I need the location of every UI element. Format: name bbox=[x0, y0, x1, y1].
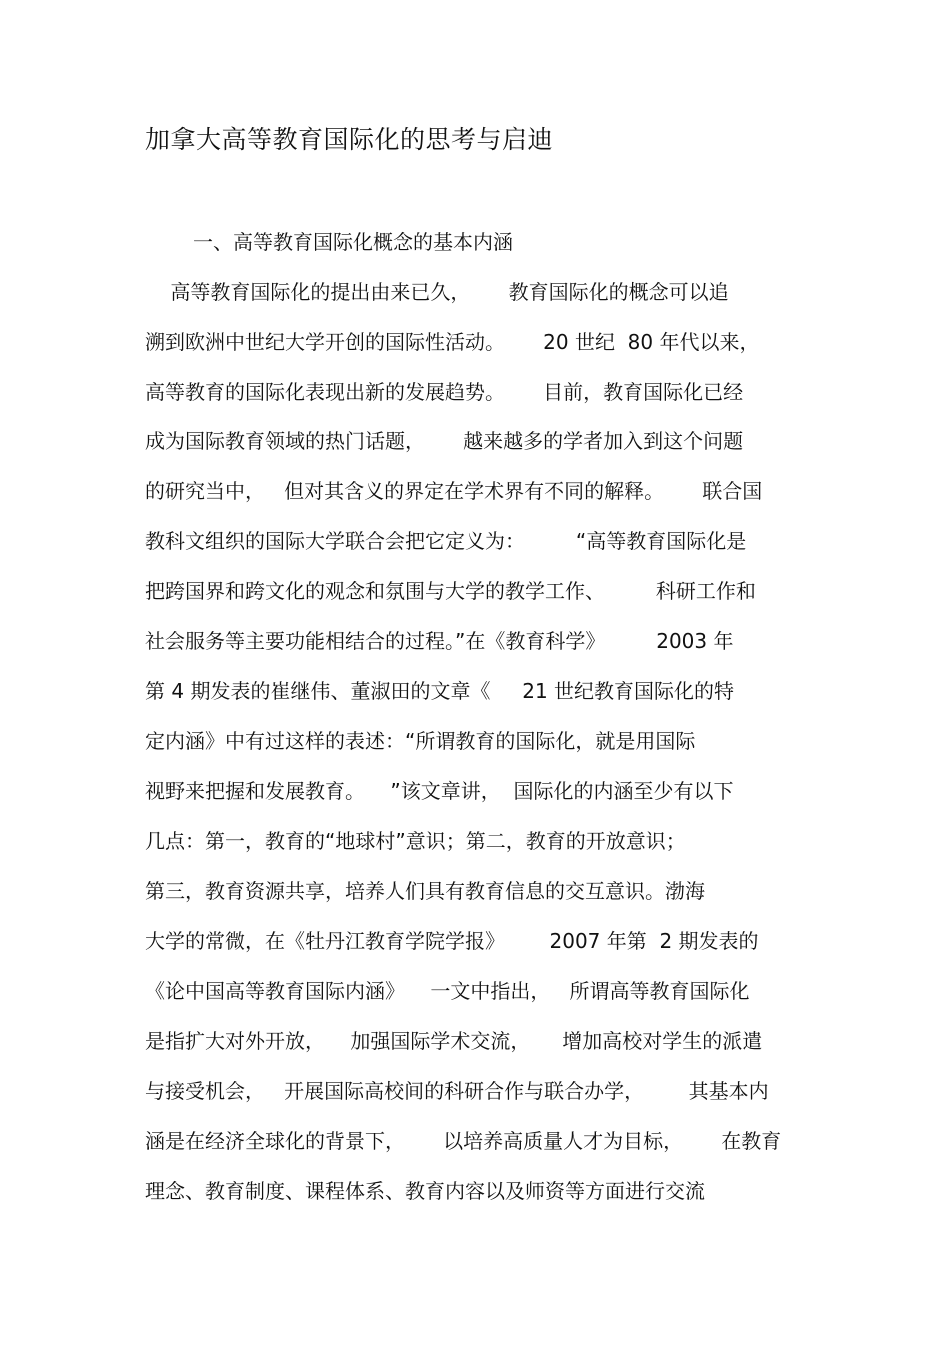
paragraph-line: 高等教育的国际化表现出新的发展趋势。 目前，教育国际化已经 bbox=[145, 380, 744, 404]
paragraph-line: 的研究当中， 但对其含义的界定在学术界有不同的解释。 联合国 bbox=[145, 479, 763, 503]
section-heading: 一、高等教育国际化概念的基本内涵 bbox=[193, 230, 513, 254]
paragraph-line: 是指扩大对外开放， 加强国际学术交流， 增加高校对学生的派遣 bbox=[145, 1029, 763, 1053]
document-title: 加拿大高等教育国际化的思考与启迪 bbox=[145, 125, 554, 154]
paragraph-line: 几点：第一，教育的“地球村”意识；第二，教育的开放意识； bbox=[145, 829, 686, 853]
paragraph-line: 理念、教育制度、课程体系、教育内容以及师资等方面进行交流 bbox=[145, 1179, 705, 1203]
paragraph-line: 涵是在经济全球化的背景下， 以培养高质量人才为目标， 在教育 bbox=[145, 1129, 782, 1153]
paragraph-line: 第 4 期发表的崔继伟、董淑田的文章《 21 世纪教育国际化的特 bbox=[145, 679, 735, 703]
paragraph-line: 第三，教育资源共享，培养人们具有教育信息的交互意识。渤海 bbox=[145, 879, 705, 903]
paragraph-line: 大学的常微，在《牡丹江教育学院学报》 2007 年第 2 期发表的 bbox=[145, 929, 759, 953]
paragraph-line: 社会服务等主要功能相结合的过程。”在《教育科学》 2003 年 bbox=[145, 629, 734, 653]
paragraph-line: 视野来把握和发展教育。 ”该文章讲， 国际化的内涵至少有以下 bbox=[145, 779, 734, 803]
paragraph-line: 教科文组织的国际大学联合会把它定义为： “高等教育国际化是 bbox=[145, 529, 747, 553]
paragraph-line: 高等教育国际化的提出由来已久， 教育国际化的概念可以追 bbox=[145, 280, 729, 304]
paragraph-line: 成为国际教育领域的热门话题， 越来越多的学者加入到这个问题 bbox=[145, 429, 744, 453]
paragraph-line: 定内涵》中有过这样的表述：“所谓教育的国际化，就是用国际 bbox=[145, 729, 696, 753]
paragraph-line: 溯到欧洲中世纪大学开创的国际性活动。 20 世纪 80 年代以来， bbox=[145, 330, 760, 354]
paragraph-line: 把跨国界和跨文化的观念和氛围与大学的教学工作、 科研工作和 bbox=[145, 579, 756, 603]
paragraph-line: 与接受机会， 开展国际高校间的科研合作与联合办学， 其基本内 bbox=[145, 1079, 769, 1103]
paragraph-line: 《论中国高等教育国际内涵》 一文中指出， 所谓高等教育国际化 bbox=[145, 979, 750, 1003]
